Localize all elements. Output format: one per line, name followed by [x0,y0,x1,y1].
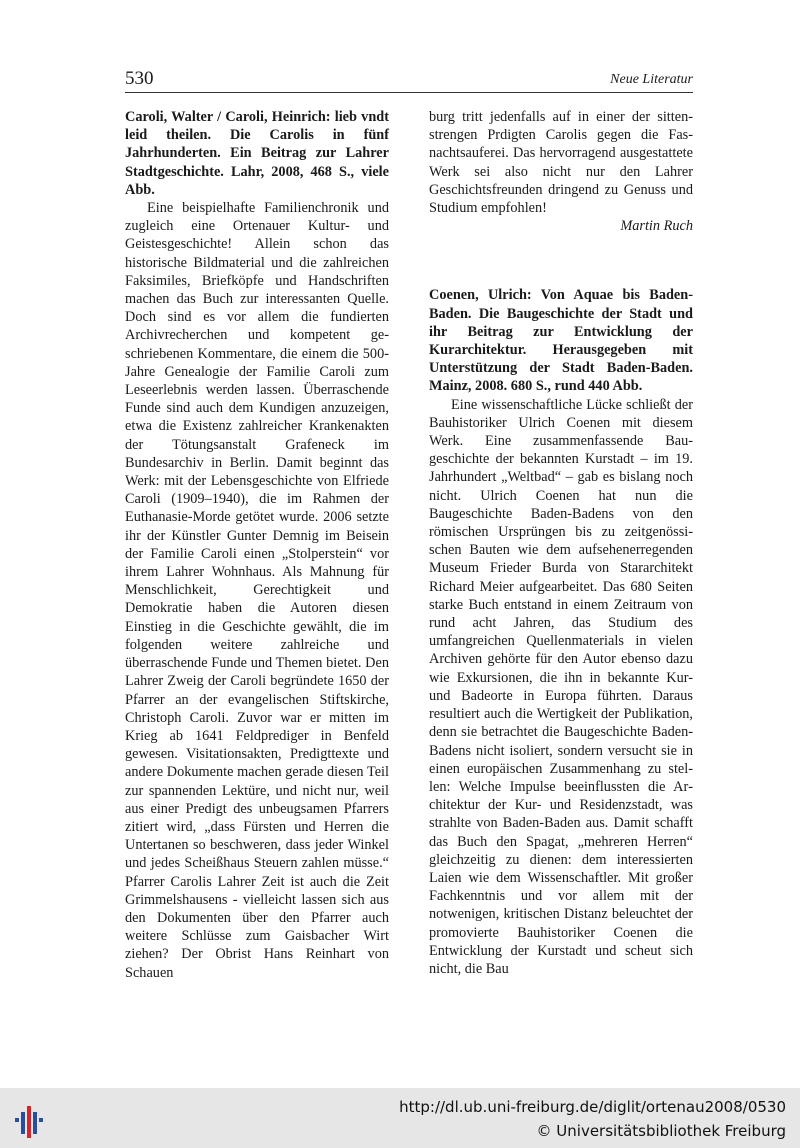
entry-separator [429,235,693,286]
review-title-coenen: Coenen, Ulrich: Von Aquae bis Baden-Baden. Die Baugeschichte der Stadt und ihr Beitrag zur Entwicklung der Kurarchitektur. Herausgegeben mit Unterstützung der Stadt Baden-Baden. Mainz, 2008. 680 S., rund 440 Abb. [429,287,693,395]
right-column [429,108,693,978]
review-title-caroli: Caroli, Walter / Caroli, Heinrich: lieb vndt leid theilen. Die Carolis in fünf Jahrhunderten. Ein Beitrag zur Lahrer Stadtgeschichte. Lahr, 2008, 468 S., viele Abb. [125,109,389,198]
left-column [125,108,389,982]
review-body-caroli-continued: burg tritt jedenfalls auf in einer der sittenstrengen Prdigten Carolis gegen die Fasnachtsauferei. Das hervorragend ausgestattete Werk sei also nicht nur den Lahrer Geschichtsfreunden dringend zu Genuss und Studium empfohlen! [429,109,693,217]
ub-freiburg-logo-icon [12,1098,48,1138]
page-number: 530 [125,68,154,89]
running-title: Neue Literatur [610,72,693,87]
reviewer-signature: Martin Ruch [620,218,693,235]
source-url-link[interactable]: http://dl.ub.uni-freiburg.de/diglit/ortenau2008/0530 [399,1098,786,1116]
footer-bar [0,1088,800,1148]
page-header [125,66,693,93]
review-body-coenen: Eine wissenschaftliche Lücke schließt der Bauhistoriker Ulrich Coenen mit diesem Werk. Eine zusammenfassende Baugeschichte der bekannten Kurstadt – im 19. Jahrhundert „Weltbad“ – gab es bislang noch nicht. Ulrich Coenen hat nun die Baugeschichte Baden-Badens von den römischen Ursprüngen bis zu zeitgenössischen Bauten wie dem aufsehenerregenden Museum Frieder Burda von Stararchitekt Richard Meier aufgearbeitet. Das 680 Seiten starke Buch entstand in einem Zeitraum von rund acht Jahren, das Studium des umfangreichen Quellenmaterials in vielen Archiven gehörte für den Autor ebenso dazu wie Exkursionen, die ihn in bekannte Kur- und Badeorte in Europa führten. Daraus resultiert auch die Wertigkeit der Publikation, denn sie betrachtet die Baugeschichte Baden-Badens nicht isoliert, sondern versucht sie in einen europäischen Zusammenhang zu stellen: Welche Impulse beeinflussten die Architektur der Kur- und Residenzstadt, was strahlte von Baden-Baden aus. Damit schafft das Buch den Spagat, „mehreren Herren“ gleichzeitig zu dienen: dem interessierten Laien wie dem Wissenschaftler. Mit großer Fachkenntnis und vor allem mit der notwenigen, kritischen Distanz beleuchtet der promovierte Bauhistoriker Coenen die Entwicklung der Kurstadt und scheut sich nicht, die Bau [429,396,693,977]
copyright-notice: © Universitätsbibliothek Freiburg [536,1122,786,1140]
review-body-caroli: Eine beispielhafte Familienchronik und zugleich eine Ortenauer Kultur- und Geistesgeschichte! Allein schon das historische Bildmaterial und die zahlreichen Faksimiles, Briefköpfe und Handschriften machen das Buch zur interessanten Quelle. Doch sind es vor allem die fundierten Archivrecherchen und kompetent geschriebenen Kommentare, die einem die 500-Jahre Genealogie der Familie Caroli zum Leseerlebnis werden lassen. Überraschende Funde sind auch dem Kundigen anzuzeigen, etwa die Existenz zahlreicher Krankenakten der Tötungsanstalt Grafeneck im Bundesarchiv in Berlin. Damit beginnt das Werk: mit der Lebensgeschichte von Elfriede Caroli (1909–1940), die im Rahmen der Euthanasie-Morde getötet wurde. 2006 setzte ihr der Künstler Gunter Demnig im Beisein der Familie Caroli einen „Stolperstein“ vor ihrem Lahrer Wohnhaus. Als Mahnung für Menschlichkeit, Gerechtigkeit und Demokratie haben die Autoren diesen Einstieg in die Geschichte gewählt, die im folgenden weitere zahlreiche und überraschende Funde und Themen bietet. Den Lahrer Zweig der Caroli begründete 1650 der Pfarrer an der evangelischen Stiftskirche, Christoph Caroli. Zuvor war er mitten im Krieg ab 1641 Feldprediger in Benfeld gewesen. Visitationsakten, Predigttexte und andere Dokumente machen gerade diesen Teil zur spannenden Lektüre, und nicht nur, weil aus einer Predigt des unbeugsamen Pfarrers zitiert wird, „dass Fürsten und Herren die Untertanen so beschweren, dass jeder Winkel und jedes Scheißhaus Steuern zahlen müsse.“ Pfarrer Carolis Lahrer Zeit ist auch die Zeit Grimmelshausens - vielleicht lassen sich aus den Dokumenten über den Pfarrer auch weitere Schlüsse zum Gaisbacher Wirt ziehen? Der Obrist Hans Reinhart von Schauen [125,200,389,981]
